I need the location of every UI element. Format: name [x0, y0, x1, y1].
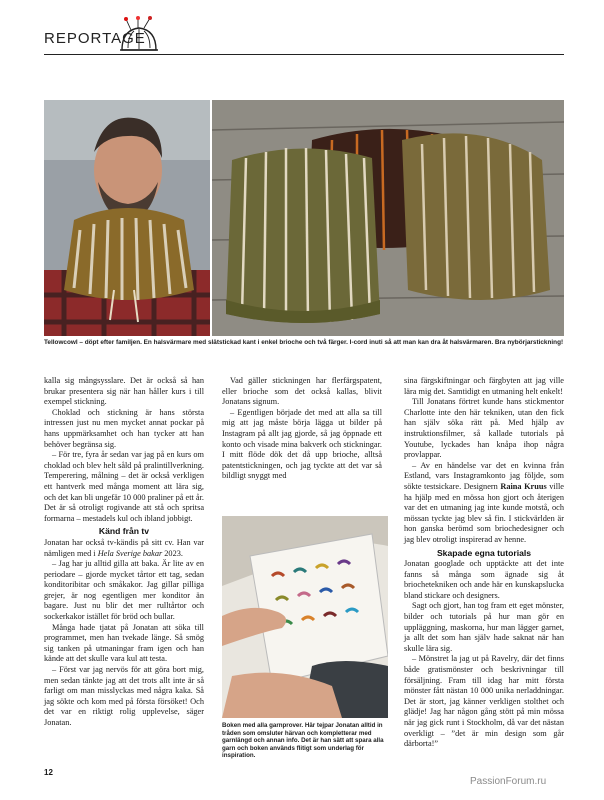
paragraph: Choklad och stickning är hans största intressen just nu men mycket annat pockar på hans uppmärksamhet och han tycker att han behöver begränsa sig.	[44, 407, 204, 449]
article-column-1	[44, 376, 204, 729]
paragraph: Jonatan googlade och upptäckte att det inte fanns så många som ägnade sig åt briochetekniken och ande här en kunskapslucka bland stickare och designers.	[404, 559, 564, 600]
watermark: PassionForum.ru	[470, 776, 547, 787]
photo-caption: Tellowcowl – döpt efter familjen. En halsvärmare med slätstickad kant i enkel brioche och två färger. I-cord inuti så att man kan dra åt halsvärmaren. Bra nybörjarstickning!	[44, 339, 564, 346]
cowls-photo	[212, 100, 564, 336]
text-run: – Av en händelse var det en kvinna från Estland, vars Instagramkonto jag följde, som sökte testsickare. Designern	[404, 460, 564, 491]
section-label: REPORTAGE	[44, 30, 146, 47]
paragraph: – Mönstret la jag ut på Ravelry, där det finns både gratismönster och beskrivningar till försäljning. Fram till idag har mitt första mönster fått nästan 10 000 unika nerladdningar. Det är stort, jag känner verkligen stolthet och glädje! Jag har någon gång stött på min mössa när jag gick runt i Stockholm, då var det nästan overkligt – ”det är min design som går därborta!”	[404, 654, 564, 749]
text-run: Jonatan har också tv-kändis på sitt cv. Han var nämligen med i	[44, 537, 204, 558]
text-run: ville ha hjälp med en mössa hon gjort och återigen var det en utmaning jag inte kunde motstå, och mössan tyckte jag blev så fin. I stickvärlden är hon ganska berömd som briochedesigner och jag blev otroligt inspirerad av henne.	[404, 481, 564, 544]
page-number: 12	[44, 768, 53, 777]
paragraph: Sagt och gjort, han tog fram ett eget mönster, bilder och tutorials på hur man gör en uppläggning, maskorna, hur man lägger garnet, ja allt det som han själv hade saknat när han skulle lära sig.	[404, 601, 564, 653]
paragraph: kalla sig mångsysslare. Det är också så han brukar presentera sig när han håller kurs i till exempel stickning.	[44, 376, 204, 407]
paragraph: – Egentligen började det med att alla sa till mig att jag måste börja lägga ut bilder på Instagram på allt jag gjorde, så jag öppnade ett konto och visade mina bakverk och stickningar. I mitt flöde dök det då upp brioche, alltså patentstickningen, och jag tyckte att det var så bildligt snyggt med	[222, 407, 382, 481]
page-header	[44, 18, 564, 58]
article-column-2	[222, 376, 382, 482]
text-run: 2023.	[162, 548, 183, 558]
subheading: Känd från tv	[98, 526, 150, 537]
yarn-book-photo	[222, 516, 388, 718]
paragraph: – För tre, fyra år sedan var jag på en kurs om choklad och blev helt såld på pralintillverkning. Temperering, målning – det är också verkligen ett hantverk med många moment att lära sig, och det kan bli ungefär 10 000 praliner på ett år. Det är så otroligt rogivande att stå och spritsa formarna – mestadels kul och ibland jobbigt.	[44, 450, 204, 523]
paragraph: – Först var jag nervös för att göra bort mig, men sedan tänkte jag att det trots allt inte är så farligt om man misslyckas med några kaka. Så jag sökte och kom med på första försöket! Och det var en riktigt rolig upplevelse, säger Jonatan.	[44, 665, 204, 727]
article-column-3	[404, 376, 564, 750]
yarn-book-caption: Boken med alla garnprover. Här tejpar Jonatan alltid in tråden som omsluter härvan och kompletterar med garnlängd och annan info. Det är han sätt att spara alla garn och boken används flitigt som underlag för inspiration.	[222, 722, 384, 760]
subheading: Skapade egna tutorials	[436, 547, 532, 558]
header-rule	[44, 54, 564, 55]
paragraph: Till Jonatans förtret kunde hans stickmentor Charlotte inte den här tekniken, utan den fick han själv söka rätt på. Med hjälp av instruktionsfilmer, så kallade tutorials på Youtube, lyckades han knåpa ihop några provlappar.	[404, 397, 564, 460]
paragraph: – Jag har ju alltid gilla att baka. Är lite av en periodare – gjorde mycket tårtor ett tag, sedan konditoribitar och småkakor. Jag gillar pilliga grejer, är nog egentligen mer konditor än bagare. Just nu blir det mer rulltårtor och sockerkakor istället för bröd och bullar.	[44, 559, 204, 622]
designer-name: Raina Kruus	[500, 481, 547, 491]
portrait-photo	[44, 100, 210, 336]
paragraph: Många hade tjatat på Jonatan att söka till programmet, men han tvekade länge. Så smög sig tanken på utmaningar fram igen och han kände att det skulle vara kul att testa.	[44, 622, 204, 664]
pincushion-logo-icon	[116, 16, 162, 56]
paragraph: Vad gäller stickningen har flerfärgspatent, eller brioche som det också kallas, blivit Jonatans signum.	[222, 376, 382, 407]
show-title: Hela Sverige bakar	[97, 548, 163, 558]
paragraph	[404, 461, 564, 546]
paragraph: sina färgskiftningar och färgbyten att jag ville lära mig det. Samtidigt en utmaning helt enkelt!	[404, 376, 564, 396]
paragraph	[44, 538, 204, 559]
